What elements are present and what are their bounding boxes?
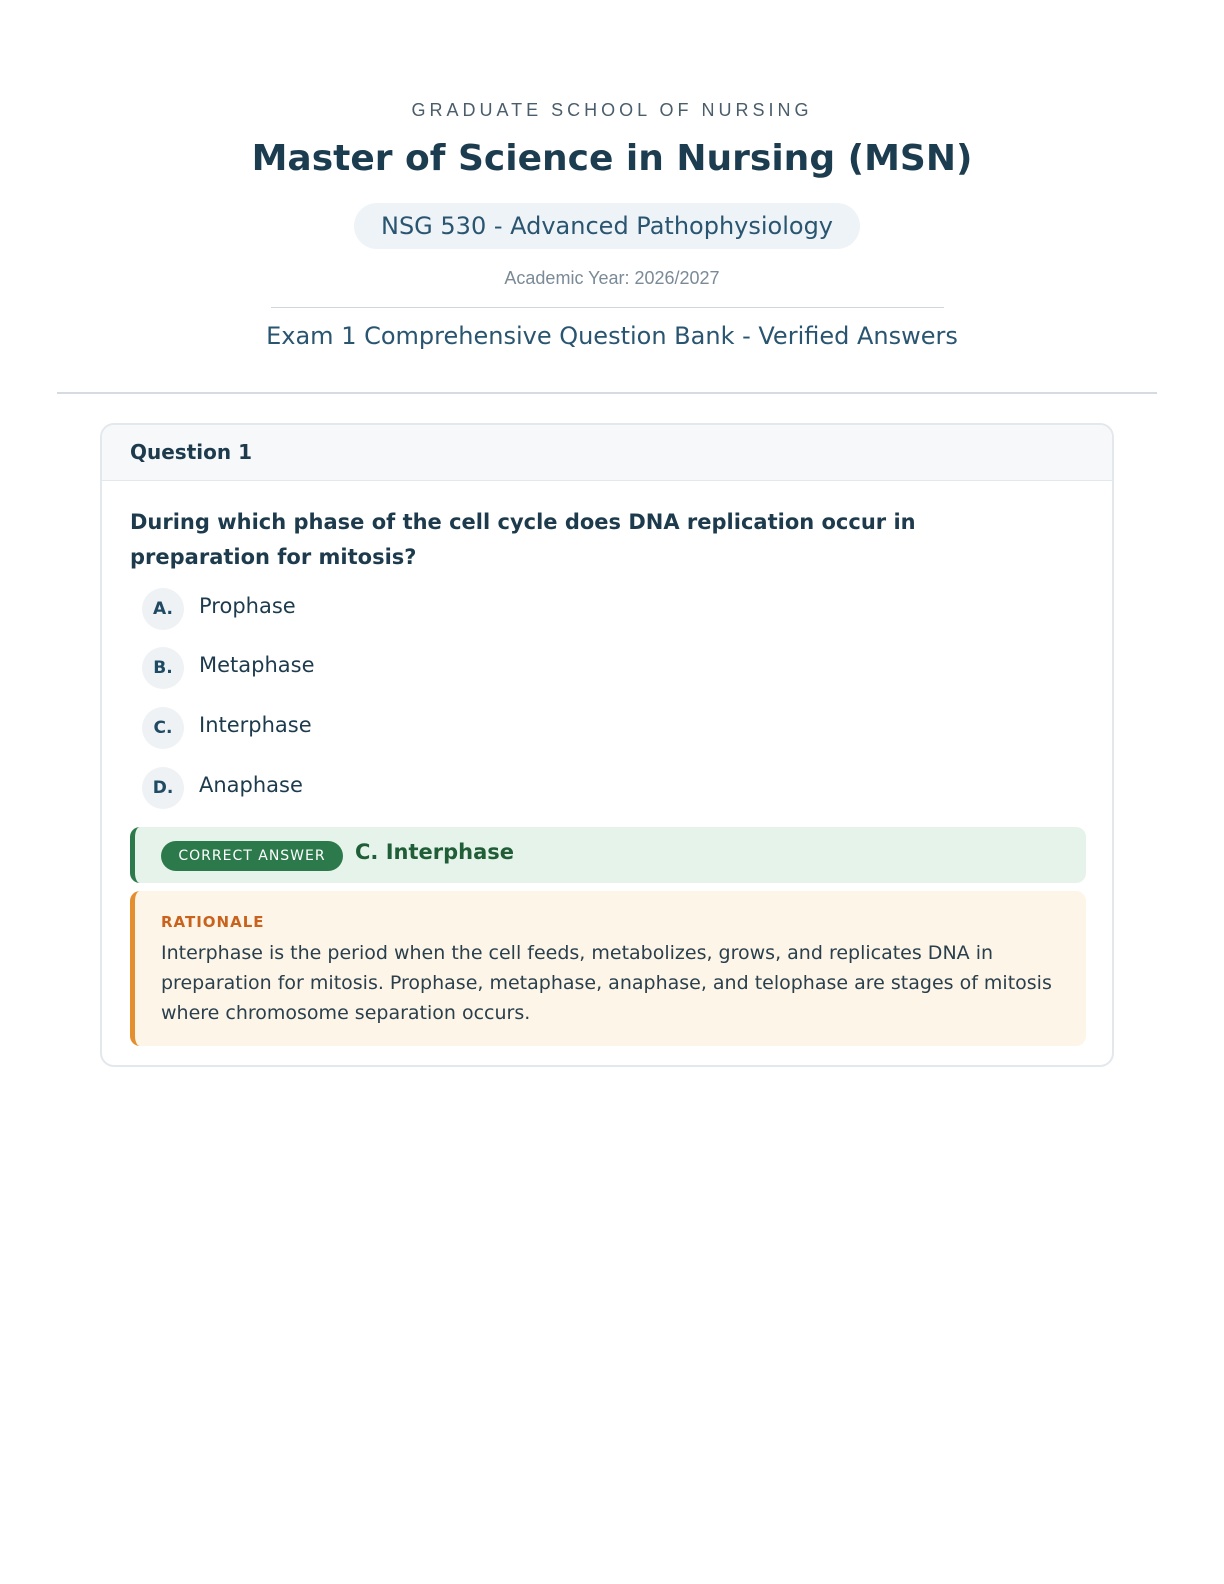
option-letter: A. xyxy=(142,588,184,630)
answer-option-c[interactable] xyxy=(142,707,842,749)
correct-answer-text: C. Interphase xyxy=(355,840,514,864)
academic-year: Academic Year: 2026/2027 xyxy=(504,268,720,288)
option-letter: D. xyxy=(142,767,184,809)
rationale-label: RATIONALE xyxy=(161,913,265,931)
option-text: Anaphase xyxy=(199,773,303,797)
course-badge: NSG 530 - Advanced Pathophysiology xyxy=(354,203,860,249)
question-bank-title: Exam 1 Comprehensive Question Bank - Verified Answers xyxy=(266,322,958,350)
question-number: Question 1 xyxy=(130,440,252,464)
option-text: Prophase xyxy=(199,594,296,618)
rationale-text: Interphase is the period when the cell feeds, metabolizes, grows, and replicates DNA in preparation for mitosis. Prophase, metaphase, anaphase, and telophase are stages of mitosis where chromosome separation occurs. xyxy=(161,942,1052,1024)
answer-option-a[interactable] xyxy=(142,588,842,630)
answer-option-b[interactable] xyxy=(142,647,842,689)
school-name: GRADUATE SCHOOL OF NURSING xyxy=(411,100,813,120)
program-title: Master of Science in Nursing (MSN) xyxy=(251,138,973,179)
header-divider xyxy=(271,307,944,308)
option-text: Interphase xyxy=(199,713,312,737)
option-letter: C. xyxy=(142,707,184,749)
correct-answer-box xyxy=(130,827,1086,883)
page-divider xyxy=(57,392,1157,394)
correct-answer-badge: CORRECT ANSWER xyxy=(161,841,343,871)
answer-option-d[interactable] xyxy=(142,767,842,809)
question-card-header xyxy=(102,425,1112,481)
option-letter: B. xyxy=(142,647,184,689)
question-text: During which phase of the cell cycle does DNA replication occur in preparation for mitosis? xyxy=(130,510,916,569)
option-text: Metaphase xyxy=(199,653,315,677)
question-card xyxy=(100,423,1114,1067)
rationale-box xyxy=(130,891,1086,1046)
